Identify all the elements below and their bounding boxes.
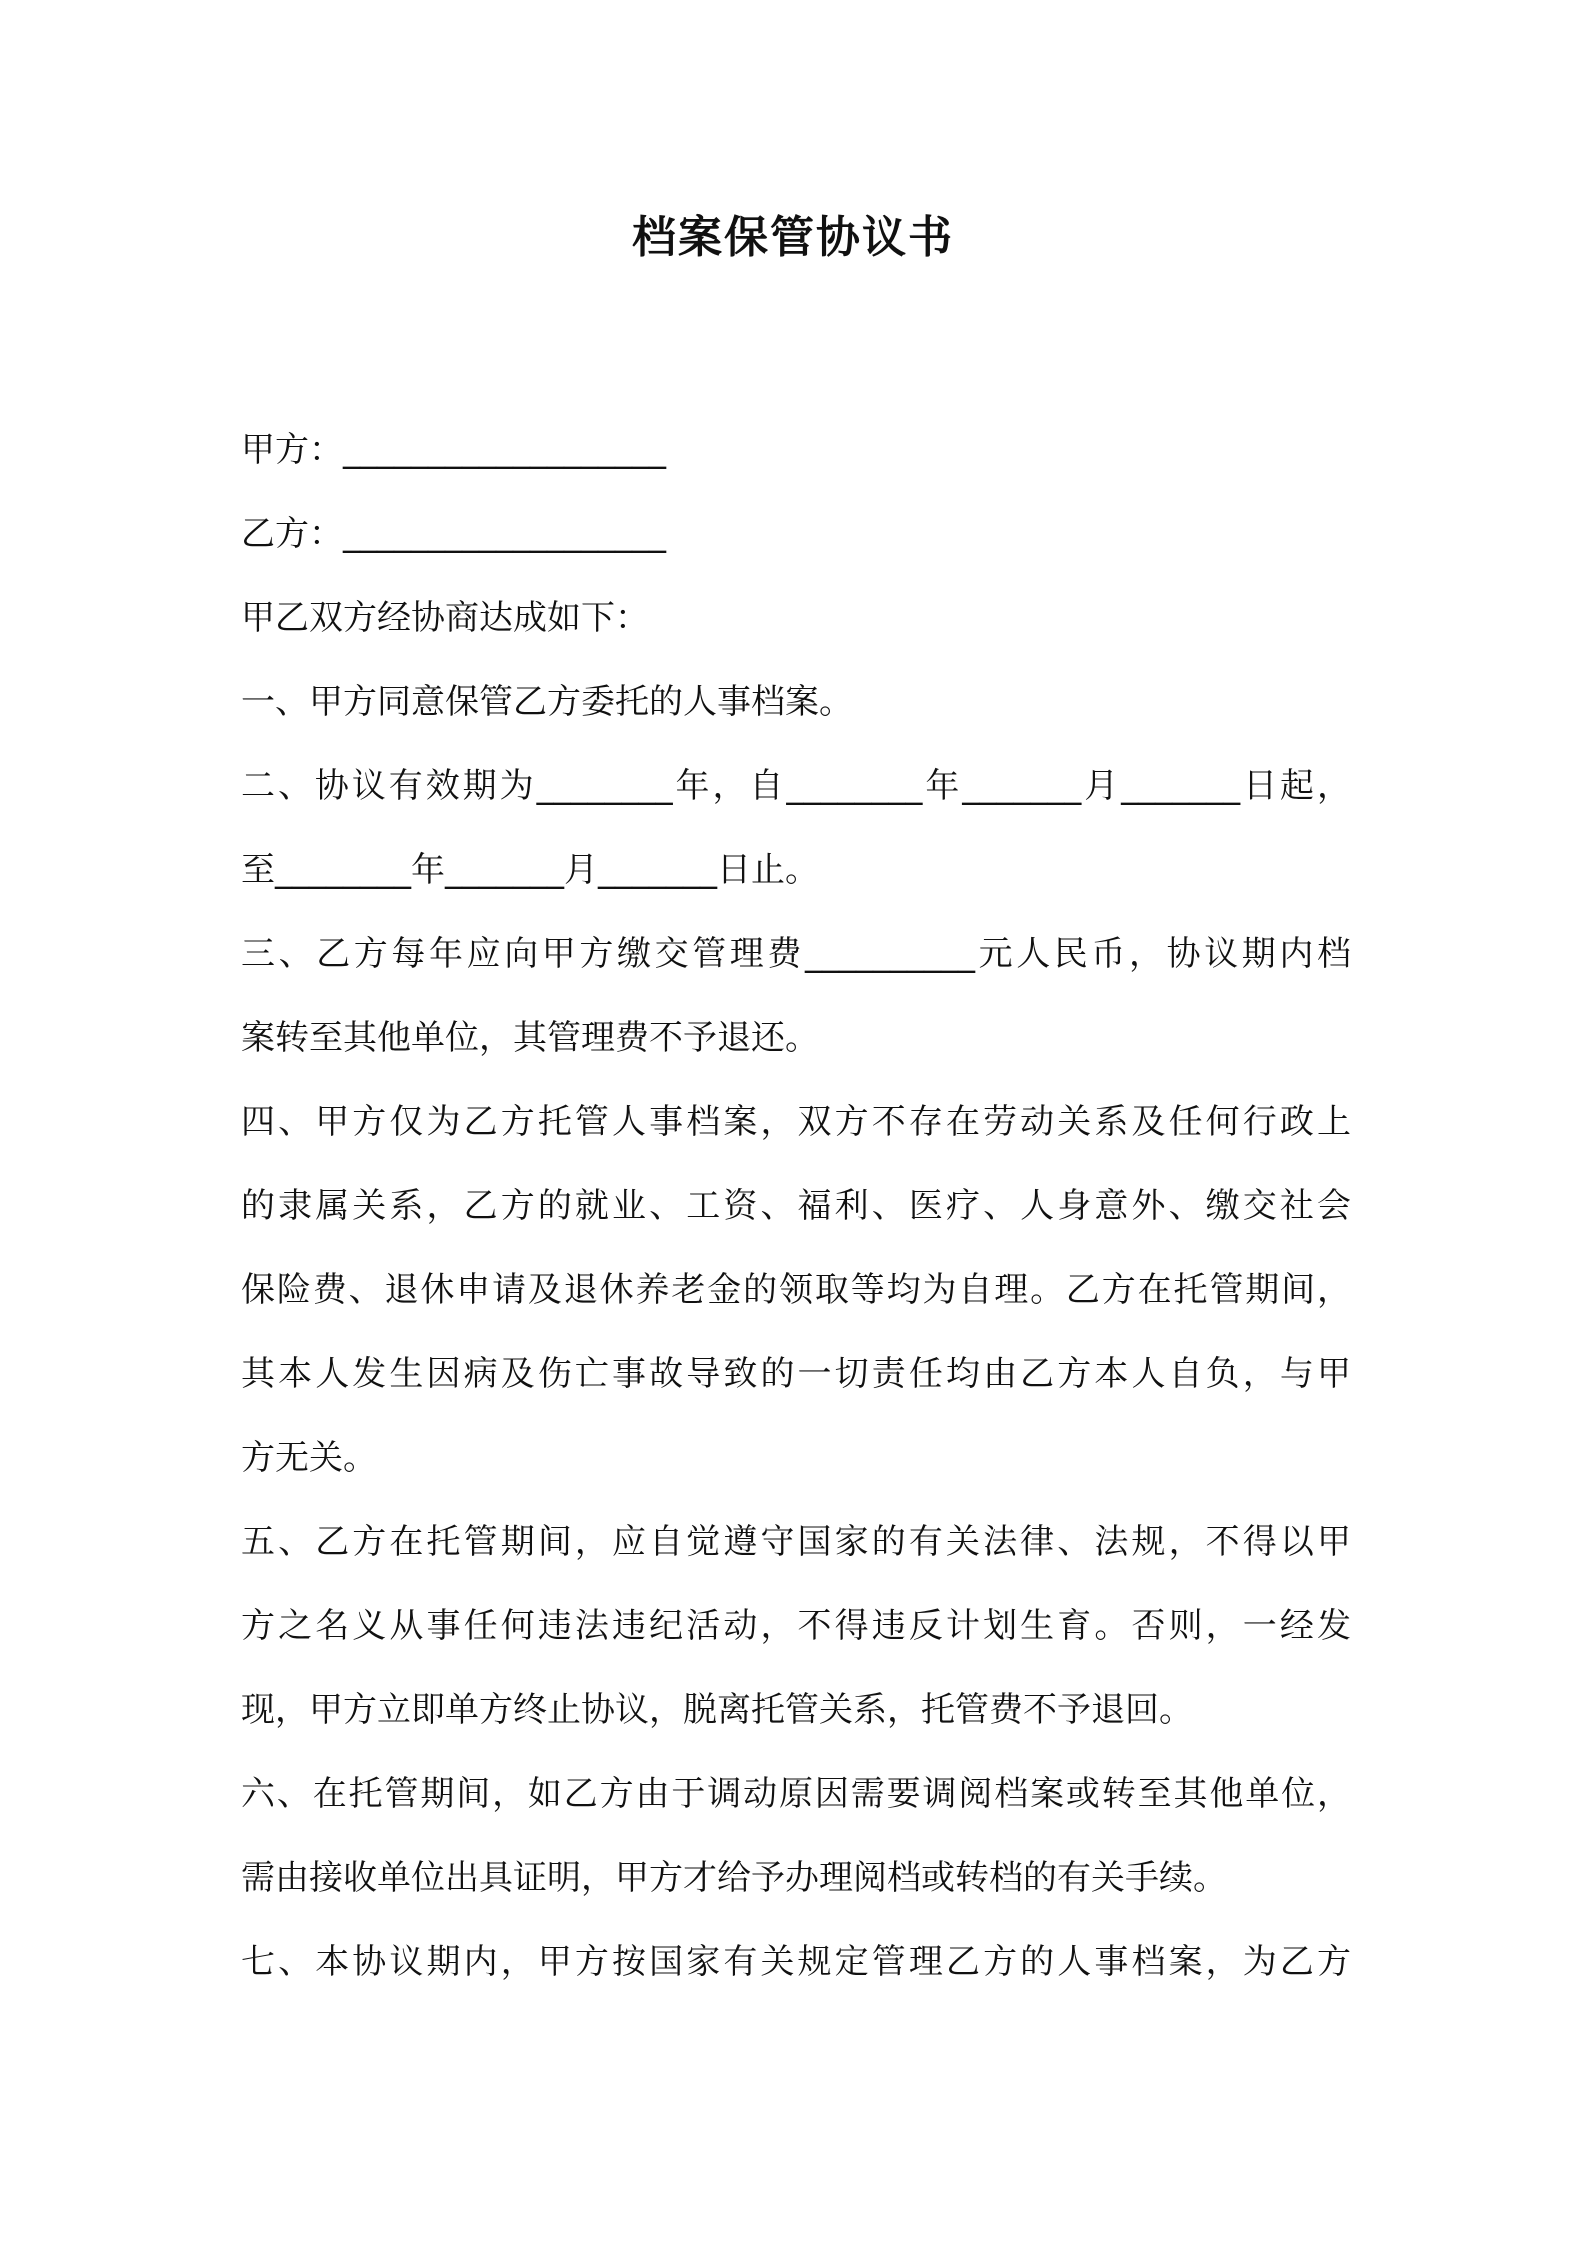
clause-5-line-2: 方之名义从事任何违法违纪活动，不得违反计划生育。否则，一经发: [241, 1606, 1351, 1646]
clause-6-line-1: 六、在托管期间，如乙方由于调动原因需要调阅档案或转至其他单位，: [241, 1774, 1351, 1814]
clause-4-line-2: 的隶属关系，乙方的就业、工资、福利、医疗、人身意外、缴交社会: [241, 1186, 1351, 1226]
preamble-line: 甲乙双方经协商达成如下：: [241, 598, 649, 638]
clause-5-line-1: 五、乙方在托管期间，应自觉遵守国家的有关法律、法规，不得以甲: [241, 1522, 1351, 1562]
clause-6-line-2: 需由接收单位出具证明，甲方才给予办理阅档或转档的有关手续。: [241, 1858, 1227, 1898]
clause-4-line-4: 其本人发生因病及伤亡事故导致的一切责任均由乙方本人自负，与甲: [241, 1354, 1351, 1394]
clause-3-line-1: 三、乙方每年应向甲方缴交管理费__________元人民币，协议期内档: [241, 934, 1351, 974]
clause-4-line-3: 保险费、退休申请及退休养老金的领取等均为自理。乙方在托管期间，: [241, 1270, 1351, 1310]
document-body: [241, 408, 1351, 2004]
clause-7-line-1: 七、本协议期内，甲方按国家有关规定管理乙方的人事档案，为乙方: [241, 1942, 1351, 1982]
clause-2-line-1: 二、协议有效期为________年，自________年_______月_______日起，: [241, 766, 1351, 806]
party-a-line: 甲方：___________________: [241, 430, 666, 470]
clause-4-line-5: 方无关。: [241, 1438, 377, 1478]
document-title: 档案保管协议书: [632, 212, 954, 263]
clause-3-line-2: 案转至其他单位，其管理费不予退还。: [241, 1018, 819, 1058]
clause-1-line: 一、甲方同意保管乙方委托的人事档案。: [241, 682, 853, 722]
clause-5-line-3: 现，甲方立即单方终止协议，脱离托管关系，托管费不予退回。: [241, 1690, 1193, 1730]
clause-2-line-2: 至________年_______月_______日止。: [241, 850, 819, 890]
party-b-line: 乙方：___________________: [241, 514, 666, 554]
clause-4-line-1: 四、甲方仅为乙方托管人事档案，双方不存在劳动关系及任何行政上: [241, 1102, 1351, 1142]
